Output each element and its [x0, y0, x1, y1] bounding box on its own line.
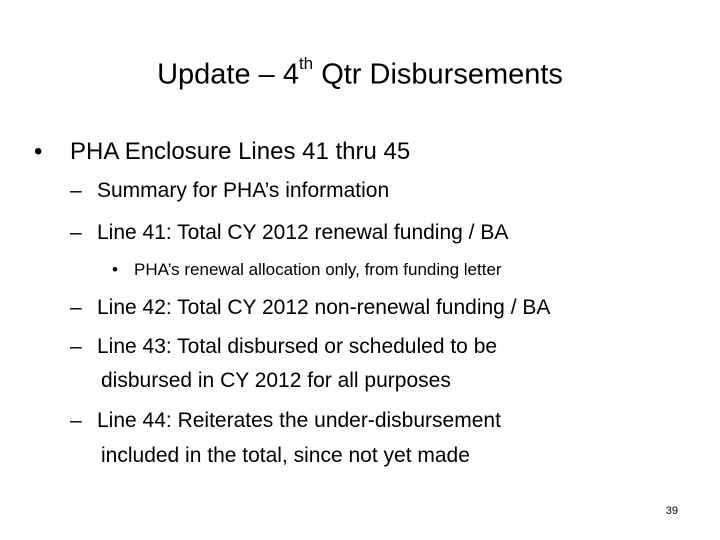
- title-text-end: Qtr Disbursements: [313, 58, 563, 91]
- sub-bullet-line-44: [70, 407, 501, 435]
- sub-bullet-line-43: [70, 333, 497, 361]
- bullet-main-text: PHA Enclosure Lines 41 thru 45: [70, 138, 411, 165]
- bullet-main: [34, 136, 410, 168]
- sub-bullet-line-41: [70, 219, 508, 247]
- slide-title: [0, 48, 720, 95]
- dash-marker: –: [70, 335, 82, 358]
- dash-marker: –: [70, 296, 82, 319]
- sub-bullet-text: Line 41: Total CY 2012 renewal funding / BA: [97, 221, 509, 244]
- dash-marker: –: [70, 409, 82, 432]
- detail-bullet-renewal: [112, 259, 502, 281]
- sub-bullet-text: Line 43: Total disbursed or scheduled to be: [97, 335, 498, 358]
- sub-bullet-text: Line 44: Reiterates the under-disbursement: [97, 409, 501, 432]
- bullet-marker: •: [34, 138, 43, 165]
- page-number: 39: [665, 505, 678, 517]
- sub-bullet-text: disbursed in CY 2012 for all purposes: [101, 369, 451, 392]
- sub-bullet-text: Line 42: Total CY 2012 non-renewal funding / BA: [97, 296, 551, 319]
- sub-bullet-line-43-continued: [70, 367, 451, 395]
- detail-bullet-text: PHA’s renewal allocation only, from funding letter: [134, 260, 502, 279]
- sub-bullet-text: Summary for PHA’s information: [97, 179, 390, 202]
- title-superscript: th: [298, 54, 314, 73]
- dash-marker: –: [70, 179, 82, 202]
- sub-bullet-summary: [70, 177, 389, 205]
- sub-bullet-line-44-continued: [70, 442, 470, 470]
- sub-bullet-line-42: [70, 294, 550, 322]
- sub-bullet-text: included in the total, since not yet made: [101, 444, 470, 467]
- title-text-start: Update – 4: [157, 58, 299, 91]
- dash-marker: –: [70, 221, 82, 244]
- bullet-marker: •: [112, 260, 118, 279]
